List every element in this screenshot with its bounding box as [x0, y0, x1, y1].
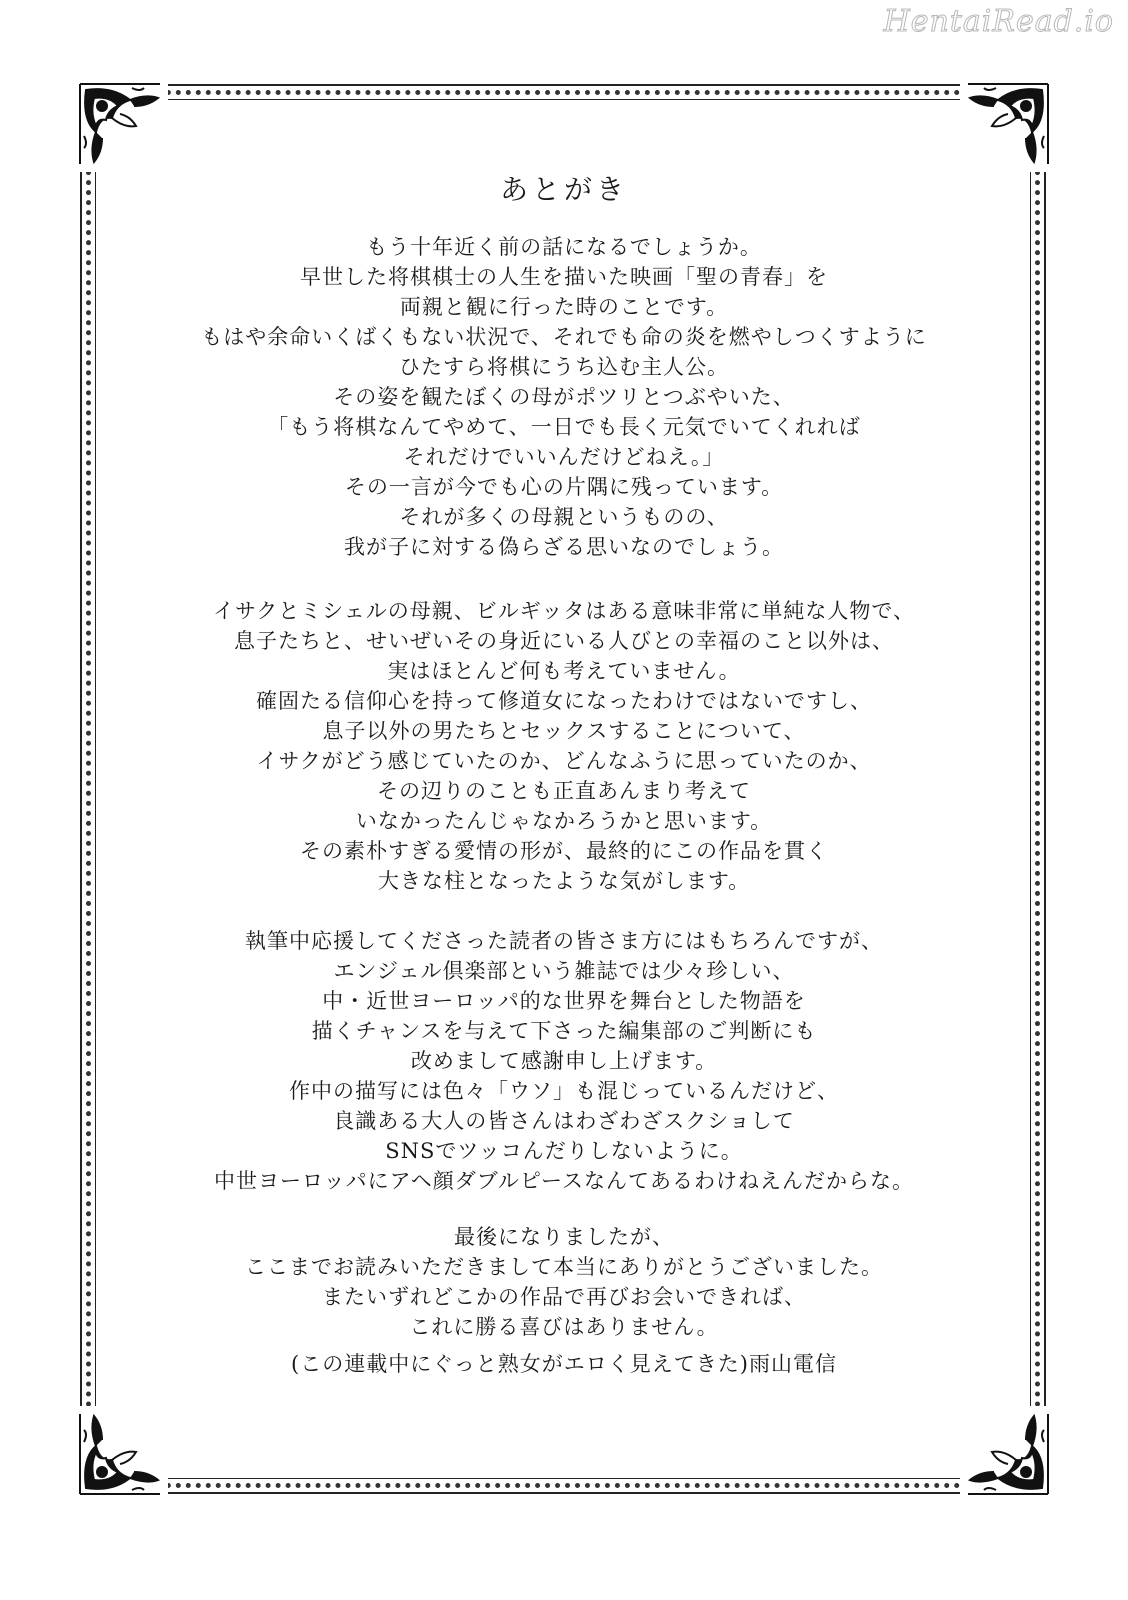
text-line: 早世した将棋棋士の人生を描いた映画「聖の青春」を	[300, 265, 828, 289]
text-line: 息子以外の男たちとセックスすることについて、	[322, 719, 806, 743]
text-line: その素朴すぎる愛情の形が、最終的にこの作品を貫く	[300, 839, 828, 863]
paragraph-3	[120, 926, 1008, 1196]
text-line: 両親と観に行った時のことです。	[399, 295, 729, 319]
text-line: いなかったんじゃなかろうかと思います。	[355, 809, 773, 833]
text-line: 良識ある大人の皆さんはわざわざスクショして	[333, 1109, 795, 1133]
author-signature: (この連載中にぐっと熟女がエロく見えてきた)雨山電信	[291, 1352, 837, 1376]
text-line: またいずれどこかの作品で再びお会いできれば、	[322, 1285, 806, 1309]
paragraph-2	[120, 596, 1008, 896]
watermark-text: HentaiRead.io	[883, 4, 1114, 39]
text-line: 大きな柱となったような気がします。	[377, 869, 751, 893]
text-line: ひたすら将棋にうち込む主人公。	[399, 355, 729, 379]
text-line: 最後になりましたが、	[454, 1225, 674, 1249]
text-line: その一言が今でも心の片隅に残っています。	[344, 475, 784, 499]
text-line: 作中の描写には色々「ウソ」も混じっているんだけど、	[289, 1079, 839, 1103]
text-line: これに勝る喜びはありません。	[409, 1315, 719, 1339]
text-line: その辺りのことも正直あんまり考えて	[377, 779, 751, 803]
text-line: 中・近世ヨーロッパ的な世界を舞台とした物語を	[322, 989, 806, 1013]
text-line: 執筆中応援してくださった読者の皆さま方にはもちろんですが、	[245, 929, 883, 953]
paragraph-1	[120, 232, 1008, 562]
text-line: ここまでお読みいただきまして本当にありがとうございました。	[245, 1255, 883, 1279]
text-line: その姿を観たぼくの母がポツリとつぶやいた、	[333, 385, 795, 409]
corner-ornament-top-right-icon	[960, 76, 1056, 172]
text-line: 息子たちと、せいぜいその身近にいる人びとの幸福のこと以外は、	[234, 629, 894, 653]
text-line: 中世ヨーロッパにアヘ顔ダブルピースなんてあるわけねえんだからな。	[213, 1169, 914, 1193]
text-line: イサクがどう感じていたのか、どんなふうに思っていたのか、	[256, 749, 872, 773]
text-line: 実はほとんど何も考えていません。	[387, 659, 741, 683]
text-line: 我が子に対する偽らざる思いなのでしょう。	[344, 535, 784, 559]
text-line: 「もう将棋なんてやめて、一日でも長く元気でいてくれれば	[267, 415, 861, 439]
text-line: 確固たる信仰心を持って修道女になったわけではないですし、	[256, 689, 872, 713]
paragraph-4	[120, 1222, 1008, 1342]
text-line: 描くチャンスを与えて下さった編集部のご判断にも	[311, 1019, 817, 1043]
page-title: あとがき	[499, 173, 628, 206]
text-line: それだけでいいんだけどねえ。」	[403, 445, 725, 469]
corner-ornament-bottom-left-icon	[72, 1406, 168, 1502]
text-line: それが多くの母親というものの、	[399, 505, 729, 529]
text-line: もう十年近く前の話になるでしょうか。	[366, 235, 762, 259]
text-line: もはや余命いくばくもない状況で、それでも命の炎を燃やしつくすように	[201, 325, 927, 349]
text-line: イサクとミシェルの母親、ビルギッタはある意味非常に単純な人物で、	[213, 599, 915, 623]
corner-ornament-top-left-icon	[72, 76, 168, 172]
text-line: SNSでツッコんだりしないように。	[385, 1139, 743, 1163]
text-line: エンジェル倶楽部という雑誌では少々珍しい、	[333, 959, 795, 983]
text-line: 改めまして感謝申し上げます。	[410, 1049, 718, 1073]
corner-ornament-bottom-right-icon	[960, 1406, 1056, 1502]
